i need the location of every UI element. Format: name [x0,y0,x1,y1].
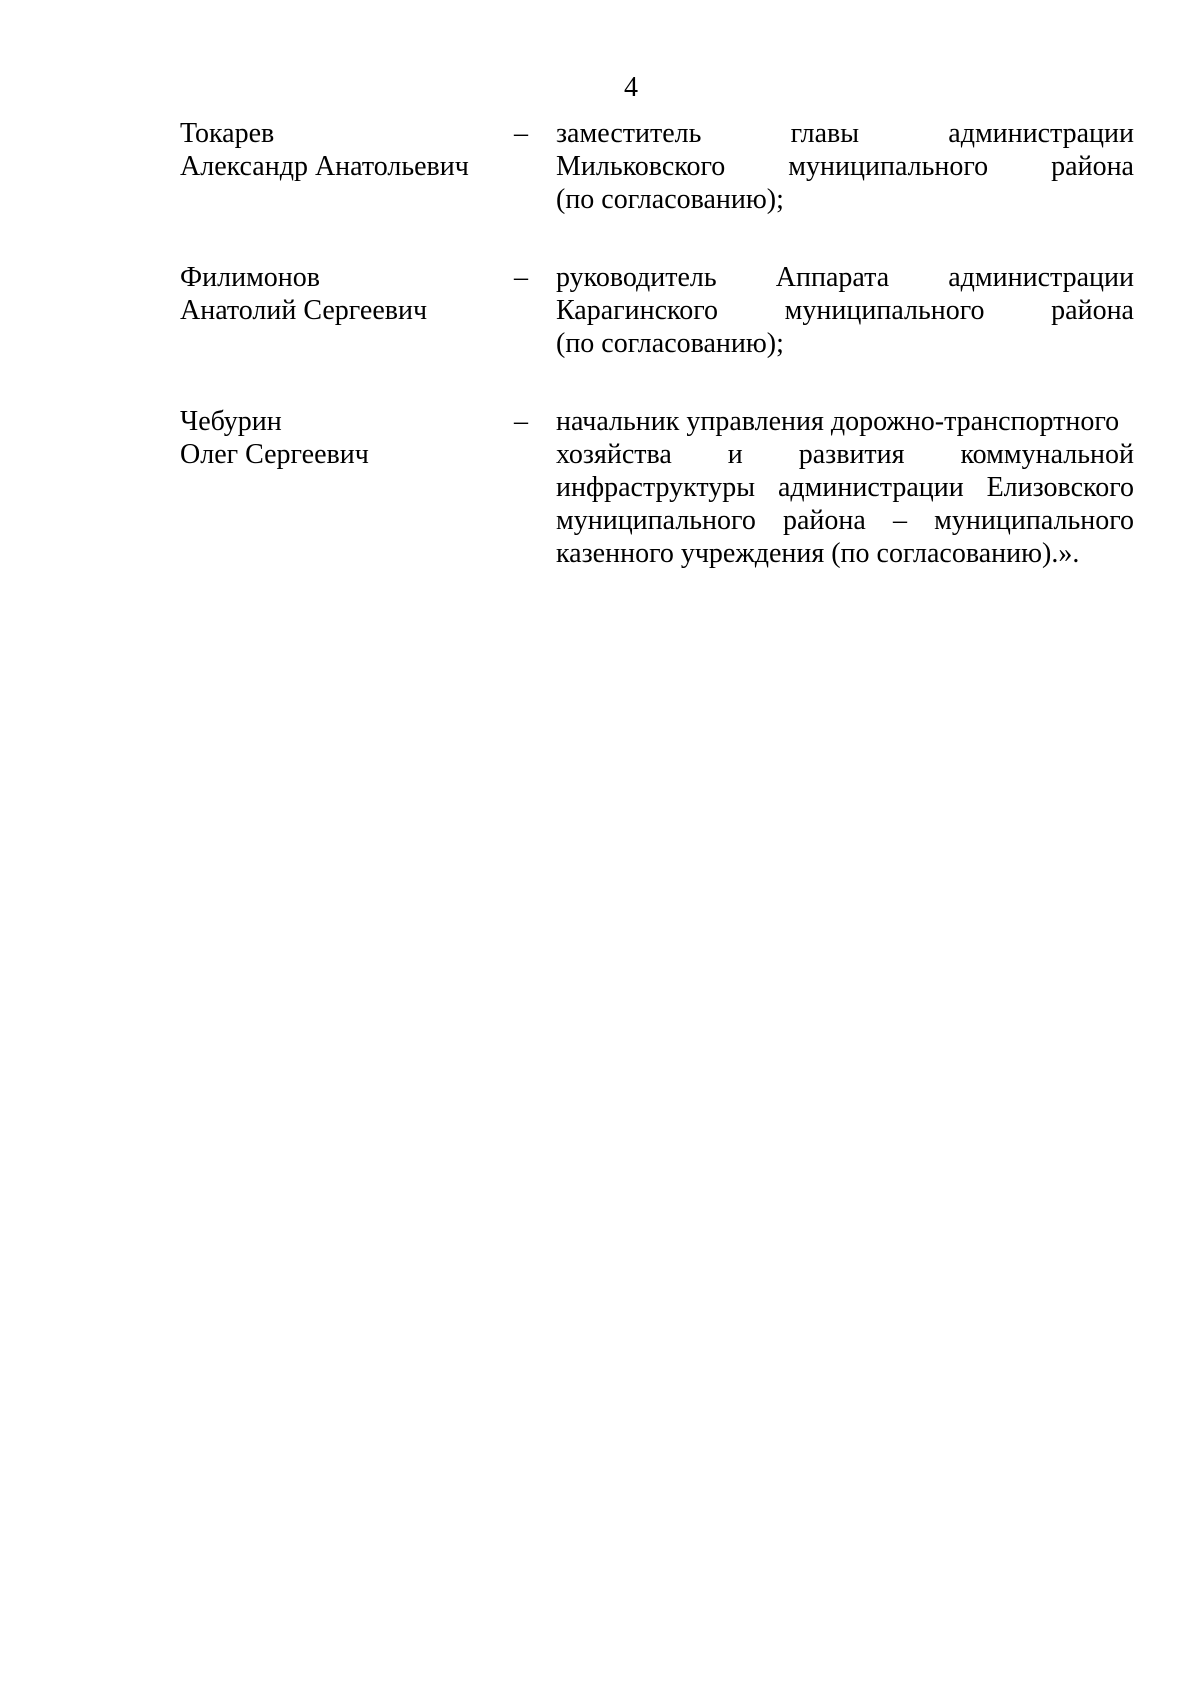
position-line [556,537,1134,570]
member-position [556,117,1134,216]
page-number: 4 [624,72,638,103]
position-word: казенного учреждения (по согласованию).». [556,538,1080,569]
position-word: инфраструктуры [556,472,756,503]
position-word: (по согласованию); [556,328,784,359]
position-word: и [727,439,743,470]
position-word: муниципального [556,505,756,536]
member-surname: Токарев [180,118,275,149]
position-word: развития [798,439,905,470]
member-given-names: Александр Анатольевич [180,151,469,182]
member-position [556,405,1134,570]
member-position [556,261,1134,360]
position-word: муниципального [784,295,985,326]
position-line [556,471,1134,504]
position-word: – [893,505,907,536]
member-name [180,405,500,471]
position-word: администрации [948,262,1134,293]
position-word: руководитель [556,262,717,293]
position-word: администрации [777,472,964,503]
position-word: района [1051,151,1134,182]
position-word: (по согласованию); [556,184,784,215]
dash-separator: – [514,406,528,437]
position-word: начальник управления дорожно-транспортного [556,406,1120,437]
position-word: Карагинского [556,295,719,326]
position-word: Мильковского [556,151,726,182]
position-word: муниципального [934,505,1134,536]
member-given-names: Анатолий Сергеевич [180,295,428,326]
member-name [180,261,500,327]
position-line [556,150,1134,183]
dash-separator: – [514,262,528,293]
position-word: района [783,505,866,536]
position-line [556,405,1134,438]
position-line [556,294,1134,327]
position-line [556,183,1134,216]
position-word: муниципального [788,151,989,182]
dash-separator: – [514,118,528,149]
position-word: Аппарата [775,262,890,293]
position-word: коммунальной [960,439,1134,470]
position-line [556,327,1134,360]
member-surname: Чебурин [180,406,282,437]
member-surname: Филимонов [180,262,320,293]
member-name [180,117,500,183]
position-line [556,117,1134,150]
position-line [556,261,1134,294]
position-line [556,438,1134,471]
position-word: хозяйства [556,439,672,470]
position-word: Елизовского [986,472,1134,503]
position-word: администрации [948,118,1134,149]
position-word: заместитель [556,118,702,149]
position-word: района [1051,295,1134,326]
member-given-names: Олег Сергеевич [180,439,369,470]
position-line [556,504,1134,537]
position-word: главы [790,118,860,149]
